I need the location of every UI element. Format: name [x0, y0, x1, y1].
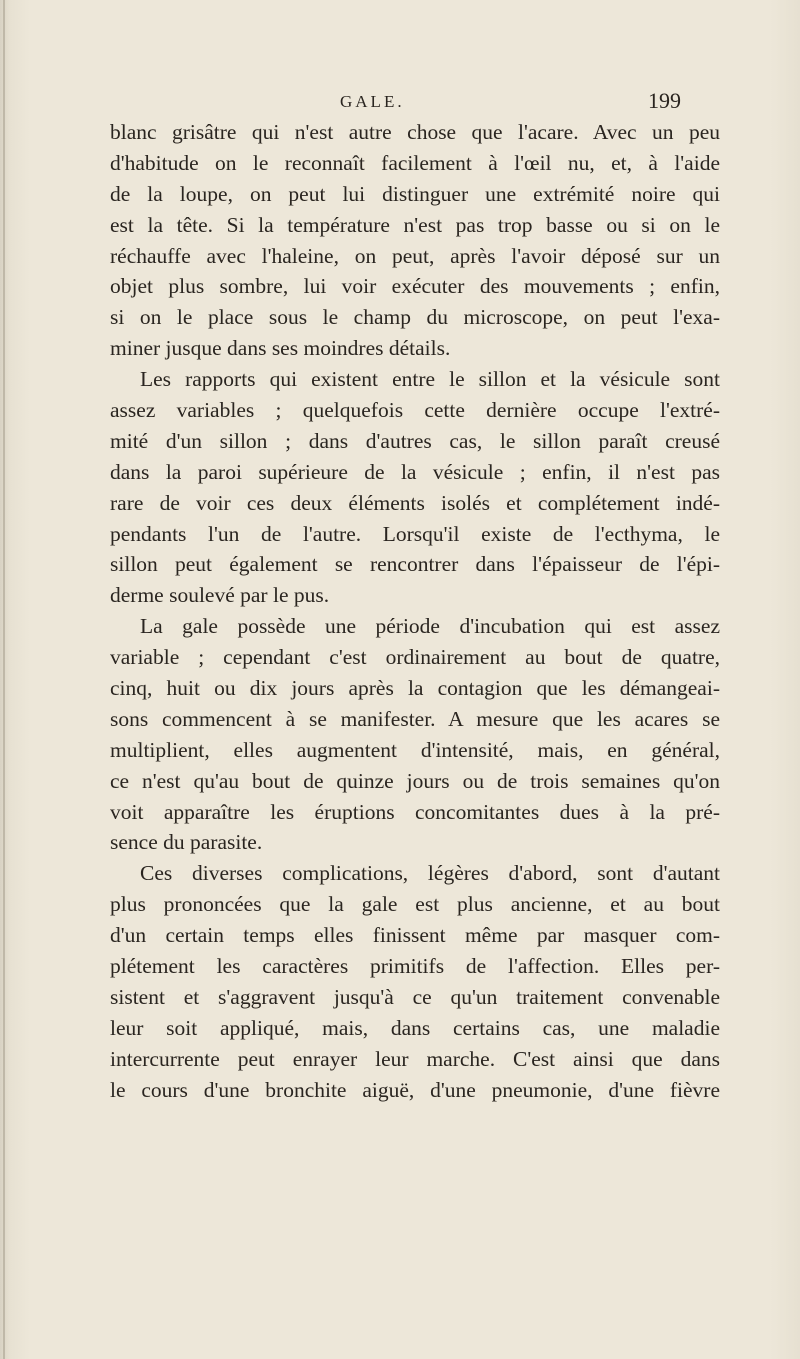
text-line: le cours d'une bronchite aiguë, d'une pneumonie, d'une fièvre — [110, 1077, 720, 1102]
text-line: sistent et s'aggravent jusqu'à ce qu'un traitement convenable — [110, 984, 720, 1009]
text-line: voit apparaître les éruptions concomitantes dues à la pré- — [110, 799, 720, 824]
text-line: variable ; cependant c'est ordinairement au bout de quatre, — [110, 645, 720, 670]
text-line: si on le place sous le champ du microscope, on peut l'exa- — [110, 305, 720, 330]
text-line: rare de voir ces deux éléments isolés et complétement indé- — [110, 490, 720, 515]
text-line: d'habitude on le reconnaît facilement à l'œil nu, et, à l'aide — [110, 150, 720, 175]
text-line: de la loupe, on peut lui distinguer une extrémité noire qui — [110, 181, 720, 206]
text-line: ce n'est qu'au bout de quinze jours ou de trois semaines qu'on — [110, 768, 720, 793]
text-line: sence du parasite. — [110, 830, 263, 855]
page-header — [0, 88, 800, 118]
text-line: derme soulevé par le pus. — [110, 583, 330, 608]
page-gutter — [3, 0, 5, 1359]
text-line: sons commencent à se manifester. A mesure que les acares se — [110, 706, 720, 731]
text-line: Ces diverses complications, légères d'abord, sont d'autant — [140, 861, 720, 886]
text-line: Les rapports qui existent entre le sillon et la vésicule sont — [140, 367, 720, 392]
page-number: 199 — [648, 88, 681, 113]
text-line: sillon peut également se rencontrer dans l'épaisseur de l'épi- — [110, 552, 720, 577]
text-line: intercurrente peut enrayer leur marche. C'est ainsi que dans — [110, 1046, 720, 1071]
text-line: plétement les caractères primitifs de l'affection. Elles per- — [110, 954, 720, 979]
text-line: dans la paroi supérieure de la vésicule ; enfin, il n'est pas — [110, 459, 720, 484]
text-line: leur soit appliqué, mais, dans certains cas, une maladie — [110, 1015, 720, 1040]
text-line: est la tête. Si la température n'est pas trop basse ou si on le — [110, 212, 720, 237]
text-line: multiplient, elles augmentent d'intensité, mais, en général, — [110, 737, 720, 762]
body-text — [110, 117, 720, 1106]
text-line: réchauffe avec l'haleine, on peut, après l'avoir déposé sur un — [110, 243, 720, 268]
text-line: miner jusque dans ses moindres détails. — [110, 336, 451, 361]
text-line: cinq, huit ou dix jours après la contagion que les démangeai- — [110, 676, 720, 701]
text-line: d'un certain temps elles finissent même par masquer com- — [110, 923, 720, 948]
text-line: pendants l'un de l'autre. Lorsqu'il existe de l'ecthyma, le — [110, 521, 720, 546]
text-line: plus prononcées que la gale est plus ancienne, et au bout — [110, 892, 720, 917]
text-line: blanc grisâtre qui n'est autre chose que l'acare. Avec un peu — [110, 120, 720, 144]
text-line: mité d'un sillon ; dans d'autres cas, le sillon paraît creusé — [110, 428, 720, 453]
text-line: assez variables ; quelquefois cette dernière occupe l'extré- — [110, 398, 720, 423]
running-head: GALE. — [340, 92, 405, 111]
text-line: objet plus sombre, lui voir exécuter des mouvements ; enfin, — [110, 274, 720, 299]
text-line: La gale possède une période d'incubation qui est assez — [140, 614, 720, 639]
